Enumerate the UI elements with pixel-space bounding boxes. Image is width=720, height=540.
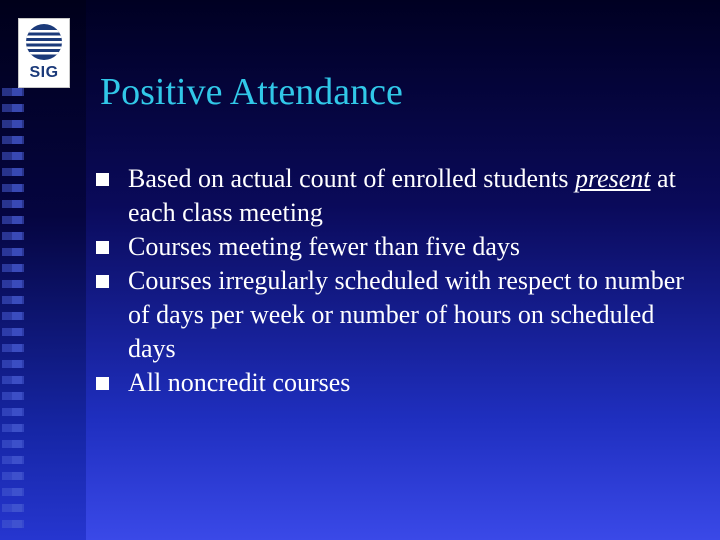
sig-logo [18, 18, 70, 88]
square-bullet-icon [96, 275, 109, 288]
logo-text: SIG [29, 64, 59, 81]
bullet-list [96, 162, 696, 400]
bullet-item [96, 162, 696, 230]
bullet-text: All noncredit courses [128, 368, 351, 397]
bullet-text: at each class meeting [128, 164, 676, 227]
bullet-text: Based on actual count of enrolled students [128, 164, 575, 193]
globe-icon [25, 23, 63, 61]
square-bullet-icon [96, 377, 109, 390]
square-bullet-icon [96, 173, 109, 186]
bullet-item [96, 366, 696, 400]
square-bullet-icon [96, 241, 109, 254]
emphasized-word: present [574, 164, 651, 193]
bullet-text: Courses meeting fewer than five days [128, 232, 521, 261]
bullet-text: Courses irregularly scheduled with respect to number of days per week or number of hours on scheduled days [128, 266, 684, 363]
decorative-square-grid [12, 88, 22, 528]
bullet-item [96, 264, 696, 366]
slide-title: Positive Attendance [100, 71, 403, 113]
bullet-item [96, 230, 696, 264]
